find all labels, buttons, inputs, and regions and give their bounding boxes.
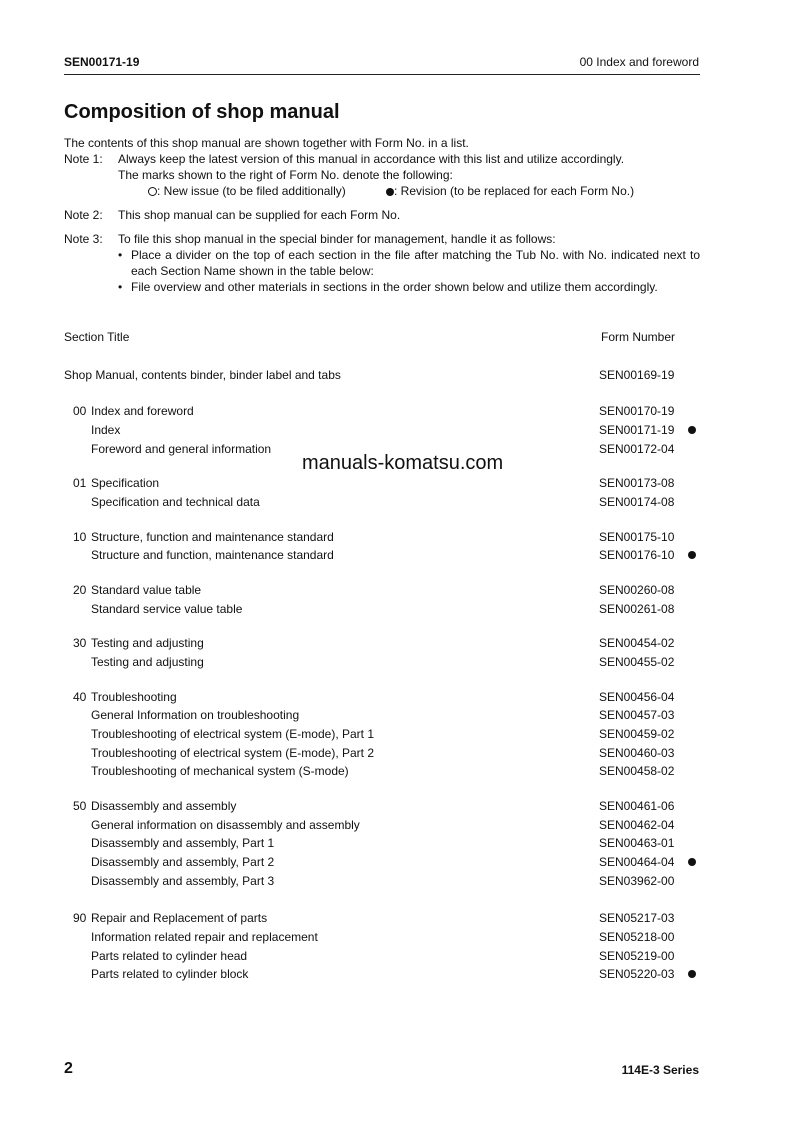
series-label: 114E-3 Series: [621, 1063, 699, 1077]
section-title: Index and foreword: [91, 404, 194, 418]
form-number: SEN00463-01: [599, 836, 675, 850]
table-row: [64, 423, 700, 441]
section-title: Shop Manual, contents binder, binder label and tabs: [64, 368, 341, 382]
table-row: [64, 583, 700, 601]
table-row: [64, 930, 700, 948]
table-row: [64, 636, 700, 654]
section-title: Parts related to cylinder head: [91, 949, 248, 963]
section-title: Troubleshooting of mechanical system (S-mode): [91, 764, 349, 778]
table-row: [64, 690, 700, 708]
form-number: SEN00170-19: [599, 404, 675, 418]
table-row: [64, 548, 700, 566]
section-number: 10: [73, 530, 87, 544]
form-number: SEN00172-04: [599, 442, 675, 456]
section-title: Information related repair and replacement: [91, 930, 318, 944]
section-title: Troubleshooting of electrical system (E-mode), Part 2: [91, 746, 375, 760]
form-number: SEN00176-10: [599, 548, 675, 562]
open-circle-icon: [148, 187, 157, 196]
section-number: 50: [73, 799, 87, 813]
table-row: [64, 911, 700, 929]
table-row: [64, 602, 700, 620]
mark-new-legend: [148, 183, 346, 199]
form-number: SEN00455-02: [599, 655, 675, 669]
table-row: [64, 530, 700, 548]
table-row: [64, 874, 700, 892]
section-title: Disassembly and assembly, Part 1: [91, 836, 275, 850]
mark-rev-text: : Revision (to be replaced for each Form No.): [394, 184, 635, 198]
section-number: 40: [73, 690, 87, 704]
form-number: SEN00461-06: [599, 799, 675, 813]
note1-marks-intro: The marks shown to the right of Form No. denote the following:: [118, 168, 453, 182]
section-header: 00 Index and foreword: [579, 55, 699, 69]
section-title: Repair and Replacement of parts: [91, 911, 268, 925]
table-row: [64, 818, 700, 836]
section-title: Standard value table: [91, 583, 202, 597]
section-title: Structure, function and maintenance standard: [91, 530, 334, 544]
section-title: Structure and function, maintenance standard: [91, 548, 334, 562]
table-row: [64, 855, 700, 873]
section-title: Testing and adjusting: [91, 655, 204, 669]
note3-bullet1: Place a divider on the top of each section in the file after matching the Tub No. with No. indicated next to each Section Name shown in the table below:: [131, 248, 700, 278]
form-number: SEN00174-08: [599, 495, 675, 509]
form-number: SEN00462-04: [599, 818, 675, 832]
table-row: [64, 746, 700, 764]
section-title: Specification: [91, 476, 160, 490]
form-number: SEN00458-02: [599, 764, 675, 778]
form-number: SEN00169-19: [599, 368, 675, 382]
note1-label: Note 1:: [64, 152, 103, 166]
section-number: 30: [73, 636, 87, 650]
revision-mark-icon: [688, 551, 696, 559]
table-row: [64, 727, 700, 745]
intro-text: The contents of this shop manual are shown together with Form No. in a list.: [64, 136, 469, 150]
table-row: [64, 967, 700, 985]
bullet-marker: •: [118, 280, 123, 294]
section-number: 01: [73, 476, 87, 490]
column-header-section-title: Section Title: [64, 330, 130, 344]
section-number: 00: [73, 404, 87, 418]
form-number: SEN00460-03: [599, 746, 675, 760]
section-title: Specification and technical data: [91, 495, 260, 509]
table-row: [64, 799, 700, 817]
table-row: [64, 708, 700, 726]
section-title: Disassembly and assembly: [91, 799, 237, 813]
form-number: SEN03962-00: [599, 874, 675, 888]
table-row: [64, 404, 700, 422]
table-row: [64, 764, 700, 782]
note3-label: Note 3:: [64, 232, 103, 246]
note1-text: Always keep the latest version of this manual in accordance with this list and utilize accordingly.: [118, 152, 625, 166]
section-title: Foreword and general information: [91, 442, 272, 456]
form-number: SEN05218-00: [599, 930, 675, 944]
section-title: Disassembly and assembly, Part 2: [91, 855, 275, 869]
form-number: SEN05220-03: [599, 967, 675, 981]
section-title: General Information on troubleshooting: [91, 708, 300, 722]
table-row: [64, 836, 700, 854]
form-number: SEN00454-02: [599, 636, 675, 650]
section-title: Standard service value table: [91, 602, 243, 616]
note3-bullet2: File overview and other materials in sections in the order shown below and utilize them accordingly.: [131, 280, 658, 294]
section-title: Index: [91, 423, 121, 437]
section-number: 90: [73, 911, 87, 925]
note2-label: Note 2:: [64, 208, 103, 222]
revision-mark-icon: [688, 858, 696, 866]
document-code: SEN00171-19: [64, 55, 140, 69]
form-number: SEN00175-10: [599, 530, 675, 544]
table-row: [64, 949, 700, 967]
table-row: [64, 368, 700, 386]
mark-new-text: : New issue (to be filed additionally): [157, 184, 346, 198]
page-number: 2: [64, 1060, 73, 1077]
form-number: SEN00456-04: [599, 690, 675, 704]
form-number: SEN00260-08: [599, 583, 675, 597]
form-number: SEN00459-02: [599, 727, 675, 741]
section-title: Troubleshooting: [91, 690, 177, 704]
column-header-form-number: Form Number: [601, 330, 676, 344]
section-title: Parts related to cylinder block: [91, 967, 249, 981]
form-number: SEN00464-04: [599, 855, 675, 869]
section-title: Testing and adjusting: [91, 636, 204, 650]
page-title: Composition of shop manual: [64, 101, 340, 123]
form-number: SEN05217-03: [599, 911, 675, 925]
table-row: [64, 655, 700, 673]
form-number: SEN00261-08: [599, 602, 675, 616]
table-row: [64, 495, 700, 513]
watermark-text: manuals-komatsu.com: [302, 452, 504, 474]
filled-circle-icon: [386, 188, 394, 196]
section-number: 20: [73, 583, 87, 597]
section-title: Troubleshooting of electrical system (E-mode), Part 1: [91, 727, 375, 741]
table-row: [64, 476, 700, 494]
revision-mark-icon: [688, 426, 696, 434]
section-title: Disassembly and assembly, Part 3: [91, 874, 275, 888]
revision-mark-icon: [688, 970, 696, 978]
form-number: SEN00171-19: [599, 423, 675, 437]
note2-text: This shop manual can be supplied for each Form No.: [118, 208, 401, 222]
form-number: SEN00457-03: [599, 708, 675, 722]
form-number: SEN00173-08: [599, 476, 675, 490]
section-title: General information on disassembly and assembly: [91, 818, 360, 832]
bullet-marker: •: [118, 248, 123, 262]
form-number: SEN05219-00: [599, 949, 675, 963]
header-rule: [64, 74, 700, 75]
mark-revision-legend: [386, 183, 634, 199]
note3-text: To file this shop manual in the special binder for management, handle it as follows:: [118, 232, 556, 246]
